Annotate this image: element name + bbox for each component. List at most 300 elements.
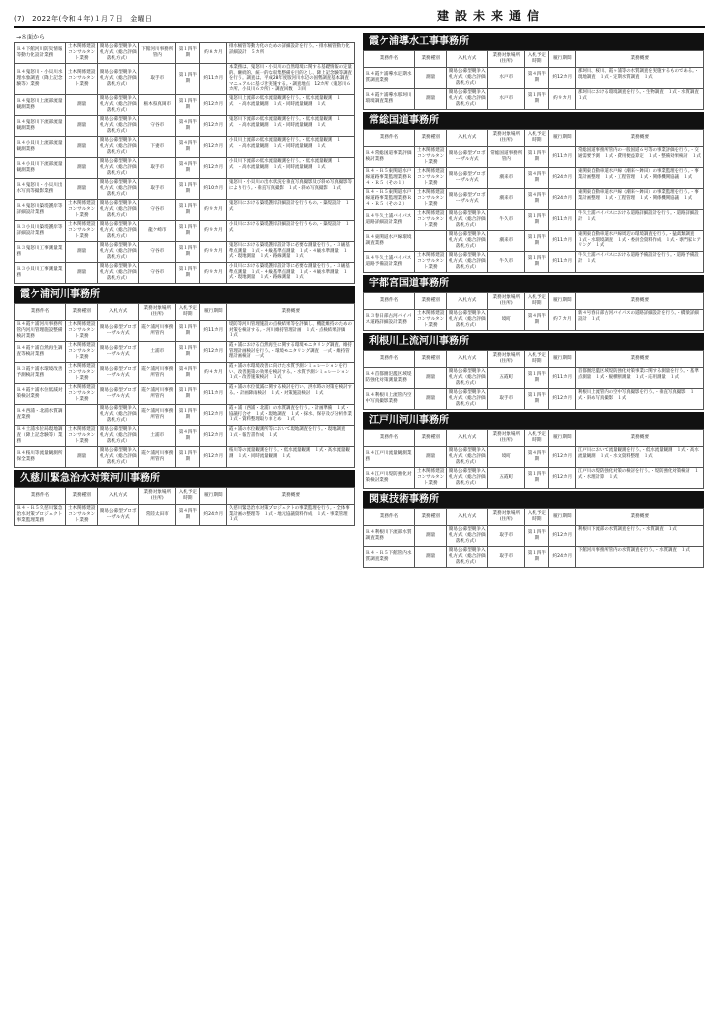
row-cell: 約12カ月 bbox=[200, 136, 227, 157]
row-cell: 土木関係建設コンサルタント業務 bbox=[66, 341, 98, 362]
row-cell: 約12カ月 bbox=[200, 94, 227, 115]
row-cell: 牛久市 bbox=[488, 252, 525, 273]
table-row bbox=[15, 94, 355, 115]
row-title: Ｒ４利根川下流部水質調査業務 bbox=[364, 526, 415, 547]
column-header: 入札予定時期 bbox=[525, 351, 549, 368]
row-title: Ｒ４鬼怒川・小貝川水理水象調査（降上記念験等）業務 bbox=[15, 64, 66, 95]
row-cell: 測量 bbox=[415, 447, 447, 468]
row-cell: 測量 bbox=[66, 94, 98, 115]
row-summary: 鬼怒川における築堤護岸設計等に必要な測量を行う。・３級基準点測量 １式・４級基準点測量 １式・４級水準測量 １式・現地測量 １式・路線測量 １式 bbox=[227, 241, 355, 262]
row-title: Ｒ４鬼怒川下流部流量観測業務 bbox=[15, 115, 66, 136]
row-cell: 簡易公募型競争入札方式（総合評価落札方式） bbox=[447, 310, 488, 331]
row-cell: 第４四半期 bbox=[176, 157, 200, 178]
row-title: Ｒ３小貝川工事測量業務 bbox=[15, 262, 66, 283]
column-header: 業務件名 bbox=[364, 351, 415, 368]
row-cell: 測量 bbox=[415, 526, 447, 547]
row-cell: 第１四半期 bbox=[525, 231, 549, 252]
row-cell: 測量 bbox=[66, 115, 98, 136]
column-header: 業務概要 bbox=[576, 509, 704, 526]
page-header bbox=[14, 8, 705, 28]
row-cell: 簡易公募型プロポーザル方式 bbox=[447, 168, 488, 189]
column-header: 業務対象場所(住所) bbox=[139, 303, 176, 320]
row-cell: 簡易公募型競争入札方式（総合評価落札方式） bbox=[98, 157, 139, 178]
row-summary: 小貝川下流部の低水流量観測を行う。・低水流量観測 １式 ・高水流量観測 １式・同時流量観測 １式 bbox=[227, 157, 355, 178]
table-row bbox=[364, 89, 704, 110]
table-row bbox=[364, 68, 704, 89]
column-header: 入札方式 bbox=[447, 293, 488, 310]
row-cell: 第１四半期 bbox=[525, 89, 549, 110]
row-cell: 霞ケ浦河川事務所管内 bbox=[139, 446, 176, 467]
row-cell: 第１四半期 bbox=[176, 341, 200, 362]
row-cell: 約10カ月 bbox=[200, 178, 227, 199]
newspaper-title: 建設未来通信 bbox=[436, 9, 545, 23]
row-cell: 簡易公募型競争入札方式（総合評価落札方式） bbox=[98, 43, 139, 64]
row-cell: 土木関係建設コンサルタント業務 bbox=[415, 168, 447, 189]
listing-table bbox=[14, 303, 355, 468]
column-header: 履行期間 bbox=[200, 487, 227, 504]
row-title: Ｒ４下館河川防災情報等動力化設計業務 bbox=[15, 43, 66, 64]
row-cell: 測量 bbox=[415, 68, 447, 89]
table-row bbox=[15, 383, 355, 404]
row-cell: 簡易公募型競争入札方式（総合評価落札方式） bbox=[447, 210, 488, 231]
table-row bbox=[364, 252, 704, 273]
row-cell: 簡易公募型競争入札方式（総合評価落札方式） bbox=[447, 368, 488, 389]
row-cell: 第１四半期 bbox=[176, 43, 200, 64]
row-summary: 那珂川における環境調査を行う。・生物調査 １式・水質調査 １式 bbox=[576, 89, 704, 110]
row-cell: 土木関係建設コンサルタント業務 bbox=[66, 220, 98, 241]
row-title: Ｒ４鬼怒川・小貝川出水写真等撮影業務 bbox=[15, 178, 66, 199]
listing-table bbox=[363, 50, 704, 110]
row-cell: 水戸市 bbox=[488, 68, 525, 89]
column-header: 入札方式 bbox=[447, 509, 488, 526]
column-header: 業務種別 bbox=[66, 487, 98, 504]
row-cell: 第１四半期 bbox=[525, 252, 549, 273]
right-column bbox=[363, 31, 704, 568]
row-cell: 第１四半期 bbox=[525, 147, 549, 168]
table-row bbox=[15, 446, 355, 467]
row-cell: 測量 bbox=[415, 89, 447, 110]
column-header: 入札方式 bbox=[98, 303, 139, 320]
row-title: Ｒ４江戸川流量観測業務 bbox=[364, 447, 415, 468]
listing-table bbox=[14, 487, 355, 526]
row-summary: 堤防等河川管理施設の点検結果等を評価し、機能維持のための対策を検討する。・河川維持管理計画 １式・点検結果評価 １式 bbox=[227, 320, 355, 341]
row-cell: 約９カ月 bbox=[200, 241, 227, 262]
row-cell: 第１四半期 bbox=[176, 241, 200, 262]
column-header: 入札方式 bbox=[447, 130, 488, 147]
row-summary: 利根川下流部の水質調査を行う。・水質調査 １式 bbox=[576, 526, 704, 547]
row-summary: 江戸川の堤防強化対策の検討を行う。・堤防強化対策検討 １式・水理計算 １式 bbox=[576, 468, 704, 489]
table-row bbox=[364, 168, 704, 189]
row-cell: 約24カ月 bbox=[549, 547, 576, 568]
column-header: 履行期間 bbox=[549, 130, 576, 147]
row-cell: 土木関係建設コンサルタント業務 bbox=[415, 310, 447, 331]
row-summary: 鬼怒川・小貝川の出水状況を垂直写真撮影及び斜め写真撮影等により行う。・垂直写真撮影 １式・斜め写真撮影 １式 bbox=[227, 178, 355, 199]
row-cell: 簡易公募型競争入札方式（総合評価落札方式） bbox=[98, 136, 139, 157]
table-header-row bbox=[364, 509, 704, 526]
row-cell bbox=[66, 404, 98, 425]
column-header: 業務種別 bbox=[415, 430, 447, 447]
row-cell: 簡易公募型プロポーザル方式 bbox=[98, 320, 139, 341]
table-row bbox=[15, 241, 355, 262]
row-title: Ｒ４牛久土浦バイパス道路詳細設計業務 bbox=[364, 210, 415, 231]
row-cell: 第１四半期 bbox=[525, 468, 549, 489]
row-cell: 約12カ月 bbox=[200, 404, 227, 425]
row-summary: 霞ヶ浦の水位低減に関する検討を行い、洪水時の対策を検討する。・計画降雨検討 １式・対策施設検討 １式 bbox=[227, 383, 355, 404]
row-cell: 約４カ月 bbox=[200, 362, 227, 383]
row-cell: 守谷市 bbox=[139, 199, 176, 220]
row-cell: 取手市 bbox=[488, 389, 525, 410]
row-title: Ｒ４霞ケ浦導水那珂川環境調査業務 bbox=[364, 89, 415, 110]
table-row bbox=[15, 220, 355, 241]
row-cell: 土木関係建設コンサルタント業務 bbox=[66, 199, 98, 220]
column-header: 業務種別 bbox=[415, 509, 447, 526]
row-cell: 測量 bbox=[415, 547, 447, 568]
row-cell: 測量 bbox=[66, 157, 98, 178]
table-row bbox=[364, 210, 704, 231]
row-cell: 水戸市 bbox=[488, 89, 525, 110]
row-cell: 約12カ月 bbox=[200, 446, 227, 467]
row-cell: 土木関係建設コンサルタント業務 bbox=[415, 468, 447, 489]
issue-date: 2022年(令和４年)１月７日 金曜日 bbox=[32, 15, 153, 23]
column-header: 業務件名 bbox=[15, 303, 66, 320]
row-cell: 守谷市 bbox=[139, 262, 176, 283]
row-cell: 約12カ月 bbox=[200, 115, 227, 136]
row-cell: 簡易公募型競争入札方式（総合評価落札方式） bbox=[98, 220, 139, 241]
row-cell: 霞ケ浦河川事務所管内 bbox=[139, 362, 176, 383]
row-cell: 約12カ月 bbox=[549, 68, 576, 89]
row-cell: 第４四半期 bbox=[525, 189, 549, 210]
row-title: Ｒ４利根川上流管内空中写真撮影業務 bbox=[364, 389, 415, 410]
row-cell: 第１四半期 bbox=[176, 94, 200, 115]
row-cell: 潮来市 bbox=[488, 189, 525, 210]
row-cell: 簡易公募型プロポーザル方式 bbox=[98, 362, 139, 383]
row-title: Ｒ４・Ｒ５東関道水戸線道路事業監理業務Ｒ４・Ｒ５（その１） bbox=[364, 168, 415, 189]
column-header: 業務概要 bbox=[576, 130, 704, 147]
row-cell: 約11カ月 bbox=[549, 147, 576, 168]
column-header: 履行期間 bbox=[549, 293, 576, 310]
row-cell: 約７カ月 bbox=[549, 310, 576, 331]
column-header: 業務概要 bbox=[227, 487, 355, 504]
row-cell: 簡易公募型プロポーザル方式 bbox=[98, 341, 139, 362]
row-cell: 約24カ月 bbox=[200, 504, 227, 525]
row-cell bbox=[415, 231, 447, 252]
row-cell: 簡易公募型競争入札方式（総合評価落札方式） bbox=[98, 446, 139, 467]
listing-table bbox=[14, 42, 355, 284]
row-summary: 桜川等の流量観測を行う。・低水流量観測 １式・高水流量観測 １式・同時流量観測 １式 bbox=[227, 446, 355, 467]
row-summary: 東関東自動車道水戸線（潮来〜鉾田）の事業監理を行う。・事業計画整理 １式・工程管理 １式・関係機関協議 １式 bbox=[576, 168, 704, 189]
row-title: Ｒ４土浦水位局現地調査（降上記念験等）業務 bbox=[15, 425, 66, 446]
row-title: Ｒ４小貝川上流部流量観測業務 bbox=[15, 136, 66, 157]
office-banner: 常総国道事務所 bbox=[363, 112, 704, 129]
row-summary: 霞ヶ浦の水環境改善に向けた水質予測シミュレーションを行い、改善施策の効果を検討する。・水質予測シミュレーション １式・改善施策検討 １式 bbox=[227, 362, 355, 383]
row-cell: 約12カ月 bbox=[549, 468, 576, 489]
row-cell: 第４四半期 bbox=[176, 504, 200, 525]
row-title: Ｒ４西浦・北浦水質調査業務 bbox=[15, 404, 66, 425]
row-title: Ｒ４小貝川下流部流量観測業務 bbox=[15, 157, 66, 178]
row-cell: 約12カ月 bbox=[549, 526, 576, 547]
row-cell: 第１四半期 bbox=[176, 220, 200, 241]
column-header: 業務件名 bbox=[364, 130, 415, 147]
column-header: 業務対象場所(住所) bbox=[488, 430, 525, 447]
row-cell: 約11カ月 bbox=[200, 383, 227, 404]
row-cell: 第１四半期 bbox=[176, 320, 200, 341]
row-cell: 簡易公募型競争入札方式（総合評価落札方式） bbox=[98, 425, 139, 446]
office-banner: 霞ケ浦導水工事事務所 bbox=[363, 33, 704, 50]
row-summary: 鬼怒川下流部の低水流量観測を行う。・低水流量観測 １式 ・高水流量観測 １式・同時流量観測 １式 bbox=[227, 115, 355, 136]
row-cell: 簡易公募型競争入札方式（総合評価落札方式） bbox=[98, 199, 139, 220]
row-cell: 境町 bbox=[488, 310, 525, 331]
row-cell: 第１四半期 bbox=[525, 210, 549, 231]
row-cell: 第４四半期 bbox=[176, 425, 200, 446]
row-cell: 簡易公募型競争入札方式（総合評価落札方式） bbox=[447, 389, 488, 410]
row-cell: 第４四半期 bbox=[525, 447, 549, 468]
row-cell: 取手市 bbox=[139, 64, 176, 95]
page-number: (7) bbox=[14, 15, 25, 23]
row-summary: 本業務は、鬼怒川・小貝川の自然環境に関する基礎情報の定量的、継続的、統一的な収集整備を目的とし、降上記念験等調査を行う。調査は、平成28年度版河川水辺の国勢調査基本調査マニュアルに基づき実施する。・調査地点 12カ所（鬼怒川６カ所、小貝川６カ所）・調査回数 ３回 bbox=[227, 64, 355, 95]
row-title: Ｒ４東関道水戸線環境調査業務 bbox=[364, 231, 415, 252]
row-cell: 第１四半期 bbox=[176, 64, 200, 95]
column-header: 入札予定時期 bbox=[525, 293, 549, 310]
row-cell: 第１四半期 bbox=[525, 547, 549, 568]
row-summary: 新４号春日部古河バイパスの道路詳細設計を行う。・橋梁詳細設計 １式 bbox=[576, 310, 704, 331]
row-title: Ｒ４霞ケ浦導水定期水質調査業務 bbox=[364, 68, 415, 89]
row-cell: 簡易公募型競争入札方式（総合評価落札方式） bbox=[447, 447, 488, 468]
row-cell: 簡易公募型競争入札方式（総合評価落札方式） bbox=[98, 178, 139, 199]
column-header: 業務件名 bbox=[364, 430, 415, 447]
row-cell: 簡易公募型競争入札方式（総合評価落札方式） bbox=[98, 404, 139, 425]
column-header: 履行期間 bbox=[200, 303, 227, 320]
row-cell: 取手市 bbox=[139, 157, 176, 178]
row-cell: 土木関係建設コンサルタント業務 bbox=[66, 425, 98, 446]
row-cell: 簡易公募型競争入札方式（総合評価落札方式） bbox=[447, 89, 488, 110]
table-row bbox=[15, 425, 355, 446]
row-cell: 簡易公募型競争入札方式（総合評価落札方式） bbox=[98, 64, 139, 95]
table-row bbox=[364, 526, 704, 547]
row-cell: 簡易公募型競争入札方式（総合評価落札方式） bbox=[447, 547, 488, 568]
row-cell: 土木関係建設コンサルタント業務 bbox=[415, 252, 447, 273]
row-cell: 測量 bbox=[66, 241, 98, 262]
row-summary: 小貝川における築堤護岸設計等に必要な測量を行う。・３級基準点測量 １式・４級基準点測量 １式・４級水準測量 １式・現地測量 １式・路線測量 １式 bbox=[227, 262, 355, 283]
row-cell: 下妻市 bbox=[139, 136, 176, 157]
row-cell: 簡易公募型競争入札方式（総合評価落札方式） bbox=[447, 252, 488, 273]
row-summary: 牛久土浦バイパスにおける道路詳細設計を行う。・道路詳細設計 １式 bbox=[576, 210, 704, 231]
table-row bbox=[15, 115, 355, 136]
row-cell: 土木関係建設コンサルタント業務 bbox=[66, 383, 98, 404]
row-title: Ｒ４首都圏氾濫区域堤防強化対策測量業務 bbox=[364, 368, 415, 389]
row-title: Ｒ４桜川等流量観測所保全業務 bbox=[15, 446, 66, 467]
column-header: 入札予定時期 bbox=[176, 303, 200, 320]
column-header: 業務対象場所(住所) bbox=[488, 509, 525, 526]
row-summary: 下館河川事務所管内の水質調査を行う。・水質調査 １式 bbox=[576, 547, 704, 568]
column-header: 入札方式 bbox=[447, 351, 488, 368]
row-cell: 第４四半期 bbox=[176, 136, 200, 157]
column-header: 業務件名 bbox=[364, 51, 415, 68]
table-row bbox=[15, 178, 355, 199]
row-cell: 約11カ月 bbox=[549, 210, 576, 231]
row-cell: 第１四半期 bbox=[525, 526, 549, 547]
row-cell: 第４四半期 bbox=[176, 115, 200, 136]
row-cell: 土浦市 bbox=[139, 341, 176, 362]
row-cell: 簡易公募型競争入札方式（総合評価落札方式） bbox=[447, 468, 488, 489]
row-title: Ｒ４・Ｒ５下館管内水質調査業務 bbox=[364, 547, 415, 568]
page-date-line bbox=[14, 14, 152, 24]
row-cell: 霞ケ浦河川事務所管内 bbox=[139, 404, 176, 425]
column-header: 履行期間 bbox=[549, 51, 576, 68]
left-column bbox=[14, 31, 355, 568]
column-header: 業務概要 bbox=[576, 293, 704, 310]
column-header: 業務種別 bbox=[415, 351, 447, 368]
row-cell: 約24カ月 bbox=[549, 168, 576, 189]
row-cell: 守谷市 bbox=[139, 115, 176, 136]
row-summary: 那珂川、桜川、霞ヶ浦等の水質調査を実施するものである。・現地調査 １式・定期水質調査 １式 bbox=[576, 68, 704, 89]
column-header: 入札方式 bbox=[447, 430, 488, 447]
table-row bbox=[15, 404, 355, 425]
column-header: 入札予定時期 bbox=[525, 130, 549, 147]
row-cell: 簡易公募型競争入札方式（総合評価落札方式） bbox=[98, 94, 139, 115]
row-cell: 潮来市 bbox=[488, 168, 525, 189]
row-cell: 約12カ月 bbox=[200, 425, 227, 446]
row-title: Ｒ３小貝川築堤護岸等詳細設計業務 bbox=[15, 220, 66, 241]
row-title: Ｒ４牛久土浦バイパス道路予備設計業務 bbox=[364, 252, 415, 273]
column-header: 入札予定時期 bbox=[525, 51, 549, 68]
row-title: Ｒ４鬼怒川築堤護岸等詳細設計業務 bbox=[15, 199, 66, 220]
row-cell: 測量 bbox=[415, 368, 447, 389]
row-cell: 潮来市 bbox=[488, 231, 525, 252]
office-banner: 関東技術事務所 bbox=[363, 491, 704, 508]
row-cell: 土木関係建設コンサルタント業務 bbox=[415, 189, 447, 210]
column-header: 履行期間 bbox=[549, 430, 576, 447]
table-header-row bbox=[364, 351, 704, 368]
row-cell: 土木関係建設コンサルタント業務 bbox=[66, 320, 98, 341]
row-cell: 霞ケ浦河川事務所管内 bbox=[139, 383, 176, 404]
row-cell: 境町 bbox=[488, 447, 525, 468]
row-title: Ｒ４鬼怒川上流部流量観測業務 bbox=[15, 94, 66, 115]
row-cell: 土木関係建設コンサルタント業務 bbox=[415, 147, 447, 168]
row-title: Ｒ３春日部古河バイパス道路詳細設計業務 bbox=[364, 310, 415, 331]
row-summary: 首都圏氾濫区域堤防強化対策事業に関する測量を行う。・基準点測量 １式・縦横断測量 １式・応用測量 １式 bbox=[576, 368, 704, 389]
row-cell: 取手市 bbox=[139, 178, 176, 199]
row-cell: 常総国道事務所管内 bbox=[488, 147, 525, 168]
column-header: 入札予定時期 bbox=[176, 487, 200, 504]
row-summary: 牛久土浦バイパスにおける道路予備設計を行う。・道路予備設計 １式 bbox=[576, 252, 704, 273]
row-title: Ｒ４霞ケ浦自然再生調査等検討業務 bbox=[15, 341, 66, 362]
table-row bbox=[15, 262, 355, 283]
row-cell: 簡易公募型プロポーザル方式 bbox=[98, 504, 139, 525]
row-cell: 簡易公募型プロポーザル方式 bbox=[98, 383, 139, 404]
table-header-row bbox=[364, 430, 704, 447]
row-cell: 取手市 bbox=[488, 526, 525, 547]
row-cell: 簡易公募型競争入札方式（総合評価落札方式） bbox=[98, 262, 139, 283]
row-cell: 測量 bbox=[66, 178, 98, 199]
row-cell: 約24カ月 bbox=[549, 189, 576, 210]
row-cell: 約９カ月 bbox=[200, 199, 227, 220]
row-cell: 牛久市 bbox=[488, 210, 525, 231]
row-cell: 約９カ月 bbox=[549, 89, 576, 110]
office-banner: 江戸川河川事務所 bbox=[363, 412, 704, 429]
table-row bbox=[364, 547, 704, 568]
row-title: Ｒ４・Ｒ５久慈川緊急治水対策プロジェクト事業監理業務 bbox=[15, 504, 66, 525]
table-row bbox=[364, 447, 704, 468]
table-row bbox=[364, 468, 704, 489]
row-cell: 土木関係建設コンサルタント業務 bbox=[66, 362, 98, 383]
row-cell: 簡易公募型プロポーザル方式 bbox=[447, 147, 488, 168]
table-row bbox=[364, 147, 704, 168]
table-row bbox=[15, 341, 355, 362]
row-summary: 鬼怒川上流部の低水流量観測を行う。・低水流量観測 １式 ・高水流量観測 １式・同時流量観測 １式 bbox=[227, 94, 355, 115]
row-cell: 土木関係建設コンサルタント業務 bbox=[415, 210, 447, 231]
row-summary: 東関東自動車道水戸線（潮来〜鉾田）の事業監理を行う。・事業計画整理 １式・工程管理 １式・関係機関協議 １式 bbox=[576, 189, 704, 210]
row-cell: 土浦市 bbox=[139, 425, 176, 446]
table-row bbox=[15, 320, 355, 341]
row-cell: 第１四半期 bbox=[176, 262, 200, 283]
row-cell: 簡易公募型競争入札方式（総合評価落札方式） bbox=[447, 231, 488, 252]
row-cell: 第４四半期 bbox=[525, 310, 549, 331]
columns bbox=[14, 31, 705, 568]
row-cell: 五霞町 bbox=[488, 468, 525, 489]
column-header: 業務件名 bbox=[364, 293, 415, 310]
row-cell: 約12カ月 bbox=[549, 447, 576, 468]
row-title: Ｒ４江戸川堤防強化対策検討業務 bbox=[364, 468, 415, 489]
column-header: 業務種別 bbox=[415, 293, 447, 310]
row-summary: 利根川上流管内の空中写真撮影を行う。・垂直写真撮影 １式・斜め写真撮影 １式 bbox=[576, 389, 704, 410]
column-header: 入札予定時期 bbox=[525, 430, 549, 447]
row-cell: 第４四半期 bbox=[176, 362, 200, 383]
listing-table bbox=[363, 508, 704, 568]
listing-table bbox=[363, 350, 704, 410]
column-header: 入札方式 bbox=[447, 51, 488, 68]
row-cell: 簡易公募型競争入札方式（総合評価落札方式） bbox=[447, 68, 488, 89]
row-cell: 龍ケ崎市 bbox=[139, 220, 176, 241]
table-header-row bbox=[364, 293, 704, 310]
row-title: Ｒ３鬼怒川工事測量業務 bbox=[15, 241, 66, 262]
row-summary: 東関東自動車道水戸線周辺の環境調査を行う。・猛禽類調査 １式・水環境調査 １式・委員会資料作成 １式・専門家ヒアリング １式 bbox=[576, 231, 704, 252]
table-row bbox=[364, 189, 704, 210]
row-summary: 鬼怒川における築堤護岸詳細設計を行うもの。・築堤設計 １式 bbox=[227, 199, 355, 220]
row-cell: 測量 bbox=[415, 389, 447, 410]
row-cell: 霞ケ浦河川事務所管内 bbox=[139, 320, 176, 341]
row-summary: 久慈川緊急治水対策プロジェクトの事業監理を行う。・全体事業計画の整理等 １式・地元協議資料作成 １式・事業管理 １式 bbox=[227, 504, 355, 525]
column-header: 入札方式 bbox=[98, 487, 139, 504]
office-banner: 利根川上流河川事務所 bbox=[363, 333, 704, 350]
row-cell: 約９カ月 bbox=[200, 220, 227, 241]
row-cell: 土木関係建設コンサルタント業務 bbox=[66, 64, 98, 95]
table-row bbox=[15, 157, 355, 178]
row-cell: 土木関係建設コンサルタント業務 bbox=[66, 504, 98, 525]
column-header: 履行期間 bbox=[549, 351, 576, 368]
table-header-row bbox=[15, 303, 355, 320]
table-header-row bbox=[364, 130, 704, 147]
row-title: Ｒ４霞ケ浦河川事務所管内河川管理施設整備検討業務 bbox=[15, 320, 66, 341]
row-cell: 約12カ月 bbox=[200, 341, 227, 362]
row-cell: 下館河川事務所管内 bbox=[139, 43, 176, 64]
row-cell: 土木関係建設コンサルタント業務 bbox=[66, 43, 98, 64]
column-header: 業務概要 bbox=[227, 303, 355, 320]
row-cell: 簡易公募型競争入札方式（総合評価落札方式） bbox=[447, 526, 488, 547]
continuation-note: →８面から bbox=[16, 34, 46, 41]
office-banner: 久慈川緊急治水対策河川事務所 bbox=[14, 470, 355, 487]
column-header: 業務概要 bbox=[576, 430, 704, 447]
row-cell: 簡易公募型プロポーザル方式 bbox=[447, 189, 488, 210]
row-summary: 小貝川上流部の低水流量観測を行う。・低水流量観測 １式 ・高水流量観測 １式・同時流量観測 １式 bbox=[227, 136, 355, 157]
row-summary: 霞ヶ浦の水位観測所等において現地調査を行う。・現地調査 １式・報告書作成 １式 bbox=[227, 425, 355, 446]
column-header: 業務概要 bbox=[576, 51, 704, 68]
listing-table bbox=[363, 429, 704, 489]
row-summary: 排水桶管等動力化のための詳細設計を行う。・排水桶管動力化詳細設計 ５カ所 bbox=[227, 43, 355, 64]
row-cell: 簡易公募型競争入札方式（総合評価落札方式） bbox=[98, 115, 139, 136]
row-title: Ｒ４霞ケ浦水位低減対策検討業務 bbox=[15, 383, 66, 404]
office-banner: 宇都宮国道事務所 bbox=[363, 275, 704, 292]
row-cell: 取手市 bbox=[488, 547, 525, 568]
